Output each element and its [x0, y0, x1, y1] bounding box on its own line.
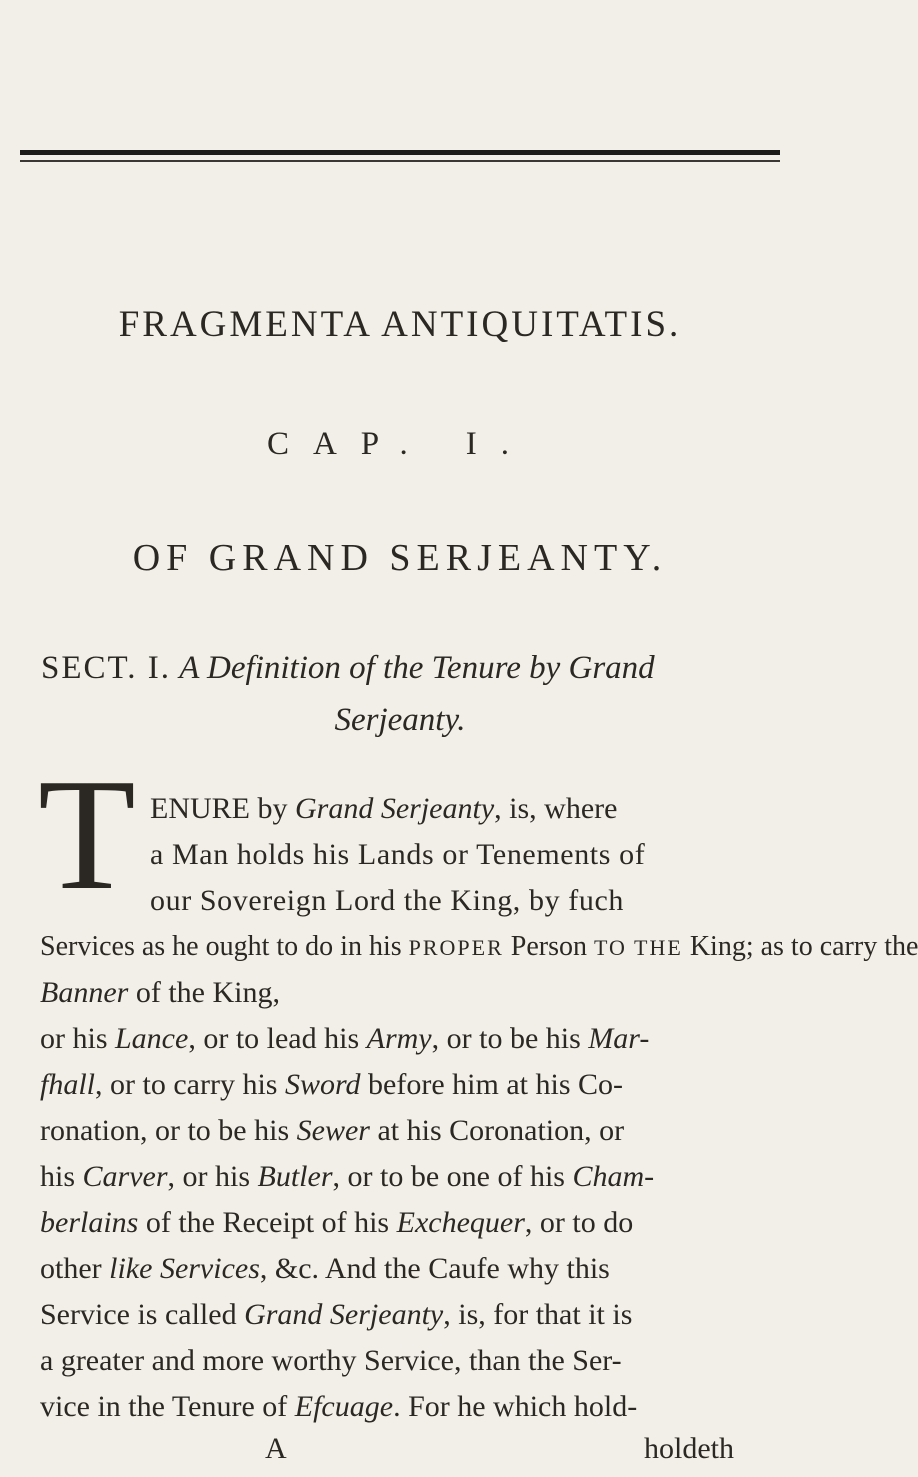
- text-line: [40, 1206, 770, 1240]
- text-segment: ronation, or to be his Sewer at his Coronation, or: [40, 1114, 625, 1147]
- running-title: FRAGMENTA ANTIQUITATIS.: [118, 304, 682, 345]
- text-line: [150, 884, 770, 918]
- section-label: SECT. I.: [41, 650, 171, 686]
- section-title: A Definition of the Tenure by Grand: [179, 650, 655, 686]
- text-line: [40, 1160, 770, 1194]
- signature-mark: A: [265, 1432, 287, 1465]
- text-line: [40, 1252, 770, 1286]
- section-title-continued: Serjeanty.: [334, 702, 466, 738]
- text-segment: Services as he ought to do in his PROPER Person TO THE King; as to carry the: [40, 931, 918, 962]
- chapter-label: CAP.: [266, 426, 432, 462]
- text-line: [40, 1068, 770, 1102]
- text-segment: his Carver, or his Butler, or to be one of his Cham-: [40, 1160, 655, 1193]
- text-segment: vice in the Tenure of Efcuage. For he which hold-: [40, 1390, 638, 1423]
- header-rule-thick: [20, 150, 780, 155]
- text-segment: Service is called Grand Serjeanty, is, for that it is: [40, 1298, 633, 1331]
- text-segment: other like Services, &c. And the Caufe why this: [40, 1252, 610, 1285]
- catchword: holdeth: [644, 1432, 734, 1465]
- text-segment: a Man holds his Lands or Tenements of: [150, 838, 646, 871]
- text-segment: fhall, or to carry his Sword before him at his Co-: [40, 1068, 623, 1101]
- text-segment: or his Lance, or to lead his Army, or to be his Mar-: [40, 1022, 650, 1055]
- chapter-number: I.: [465, 426, 534, 462]
- text-segment: berlains of the Receipt of his Exchequer, or to do: [40, 1206, 634, 1239]
- text-line: [40, 976, 770, 1010]
- section-heading: [41, 650, 781, 687]
- drop-capital: T: [38, 745, 136, 923]
- header-rule-thin: [20, 160, 780, 162]
- chapter-subject: OF GRAND SERJEANTY.: [132, 537, 668, 579]
- text-line: [40, 1298, 770, 1332]
- chapter-heading: [0, 426, 800, 463]
- text-line: [40, 1390, 770, 1424]
- text-line: [40, 1022, 770, 1056]
- text-segment: a greater and more worthy Service, than the Ser-: [40, 1344, 622, 1377]
- text-line: [40, 930, 918, 965]
- text-line: [150, 838, 770, 872]
- text-line: [150, 792, 770, 826]
- text-segment: our Sovereign Lord the King, by fuch: [150, 884, 625, 917]
- text-segment: Banner of the King,: [40, 976, 280, 1009]
- text-line: [40, 1344, 770, 1378]
- text-segment: ENURE by Grand Serjeanty, is, where: [150, 792, 618, 825]
- text-line: [40, 1114, 770, 1148]
